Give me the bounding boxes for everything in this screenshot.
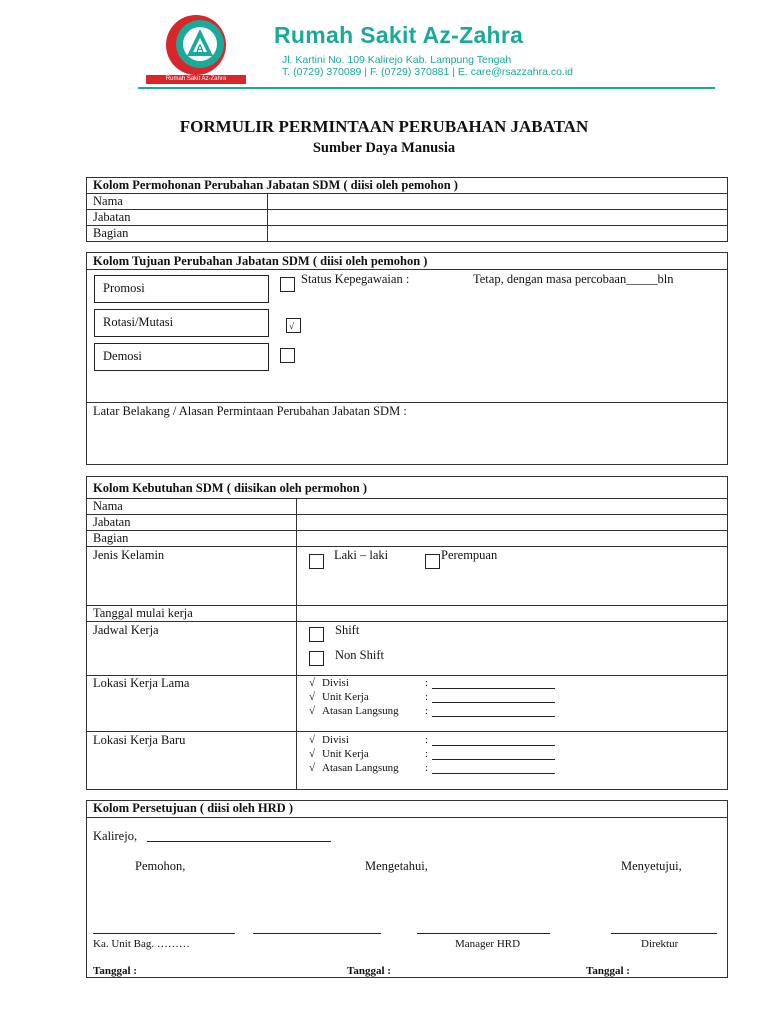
colon: :: [425, 677, 429, 689]
colon: :: [425, 691, 429, 703]
kebutuhan-label-nama: Nama: [93, 499, 123, 513]
new-atasan-label: Atasan Langsung: [322, 762, 399, 774]
section-kebutuhan-heading: Kolom Kebutuhan SDM ( diisikan oleh permohon ): [93, 481, 368, 495]
role-menyetujui: Menyetujui,: [621, 859, 682, 873]
logo-letter: A: [196, 43, 204, 55]
reason-label: Latar Belakang / Alasan Permintaan Perubahan Jabatan SDM :: [93, 404, 407, 418]
input-jabatan[interactable]: [268, 210, 727, 225]
status-kepegawaian-value: Tetap, dengan masa percobaan_____bln: [473, 272, 674, 286]
checkbox-shift[interactable]: [309, 627, 324, 642]
label-bagian: Bagian: [93, 226, 129, 240]
divider: [86, 731, 728, 732]
hospital-address: [282, 54, 573, 78]
check-mark-icon: √: [289, 321, 294, 331]
role-pemohon: Pemohon,: [135, 859, 186, 873]
divider: [86, 817, 728, 818]
signatory-manager-hrd: Manager HRD: [455, 938, 521, 950]
checkbox-demosi[interactable]: [280, 348, 295, 363]
schedule-option-non-shift: Non Shift: [335, 648, 384, 662]
input-bagian[interactable]: [268, 226, 727, 241]
divider: [86, 546, 728, 547]
colon: :: [425, 762, 429, 774]
old-atasan-label: Atasan Langsung: [322, 705, 399, 717]
checkbox-perempuan[interactable]: [425, 554, 440, 569]
new-unit-kerja-input[interactable]: [432, 759, 555, 760]
gender-option-female: Perempuan: [441, 548, 498, 562]
schedule-option-shift: Shift: [335, 623, 360, 637]
logo-caption: Rumah Sakit Az-Zahra: [146, 75, 246, 84]
header-divider: [138, 87, 715, 89]
date-label-2: Tanggal :: [347, 965, 391, 977]
new-unit-kerja-label: Unit Kerja: [322, 748, 369, 760]
colon: :: [425, 734, 429, 746]
divider: [86, 269, 728, 270]
hospital-name: Rumah Sakit Az-Zahra: [274, 22, 524, 48]
kebutuhan-input-nama[interactable]: [297, 499, 727, 514]
divider: [86, 621, 728, 622]
checkbox-non-shift[interactable]: [309, 651, 324, 666]
new-divisi-input[interactable]: [432, 745, 555, 746]
status-kepegawaian-label: Status Kepegawaian :: [301, 272, 410, 286]
check-mark-icon: √: [309, 677, 316, 689]
old-unit-kerja-input[interactable]: [432, 702, 555, 703]
label-nama: Nama: [93, 194, 123, 208]
kebutuhan-input-bagian[interactable]: [297, 531, 727, 546]
section-persetujuan: [86, 800, 728, 978]
old-divisi-input[interactable]: [432, 688, 555, 689]
signature-line-manager-hrd[interactable]: [417, 933, 550, 934]
form-title: FORMULIR PERMINTAAN PERUBAHAN JABATAN: [179, 117, 589, 136]
option-promosi-label: Promosi: [103, 281, 145, 295]
section-persetujuan-heading: Kolom Persetujuan ( diisi oleh HRD ): [93, 801, 293, 815]
start-date-label: Tanggal mulai kerja: [93, 606, 193, 620]
new-location-label: Lokasi Kerja Baru: [93, 733, 186, 747]
check-mark-icon: √: [309, 762, 316, 774]
old-location-label: Lokasi Kerja Lama: [93, 676, 190, 690]
schedule-label: Jadwal Kerja: [93, 623, 159, 637]
old-atasan-input[interactable]: [432, 716, 555, 717]
reason-input[interactable]: [90, 420, 724, 462]
place-date-input[interactable]: [147, 841, 331, 842]
signature-line-direktur[interactable]: [611, 933, 717, 934]
divider: [86, 402, 728, 403]
form-subtitle: Sumber Daya Manusia: [312, 140, 456, 156]
old-unit-kerja-label: Unit Kerja: [322, 691, 369, 703]
colon: :: [425, 705, 429, 717]
check-mark-icon: √: [309, 748, 316, 760]
hospital-logo: [146, 14, 246, 76]
new-divisi-label: Divisi: [322, 734, 349, 746]
label-jabatan: Jabatan: [93, 210, 131, 224]
signature-line-ka-unit[interactable]: [93, 933, 235, 934]
checkbox-promosi[interactable]: [280, 277, 295, 292]
signature-line-pemohon[interactable]: [253, 933, 381, 934]
kebutuhan-label-bagian: Bagian: [93, 531, 129, 545]
signatory-direktur: Direktur: [641, 938, 679, 950]
signatory-ka-unit: Ka. Unit Bag. ………: [93, 938, 190, 950]
old-divisi-label: Divisi: [322, 677, 349, 689]
check-mark-icon: √: [309, 691, 316, 703]
input-nama[interactable]: [268, 194, 727, 209]
check-mark-icon: √: [309, 734, 316, 746]
kebutuhan-label-jabatan: Jabatan: [93, 515, 131, 529]
section-permohonan-heading: Kolom Permohonan Perubahan Jabatan SDM ( diisi oleh pemohon ): [93, 178, 458, 192]
role-mengetahui: Mengetahui,: [365, 859, 428, 873]
option-rotasi-label: Rotasi/Mutasi: [103, 315, 174, 329]
gender-option-male: Laki – laki: [334, 548, 389, 562]
kebutuhan-input-jabatan[interactable]: [297, 515, 727, 530]
option-demosi-label: Demosi: [103, 349, 142, 363]
checkbox-laki-laki[interactable]: [309, 554, 324, 569]
start-date-input[interactable]: [297, 606, 727, 621]
section-tujuan-heading: Kolom Tujuan Perubahan Jabatan SDM ( diisi oleh pemohon ): [93, 254, 428, 268]
check-mark-icon: √: [309, 705, 316, 717]
place-label: Kalirejo,: [93, 829, 138, 843]
address-line-2: T. (0729) 370089 | F. (0729) 370881 | E. care@rsazzahra.co.id: [282, 66, 574, 78]
gender-label: Jenis Kelamin: [93, 548, 165, 562]
date-label-3: Tanggal :: [586, 965, 630, 977]
colon: :: [425, 748, 429, 760]
new-atasan-input[interactable]: [432, 773, 555, 774]
address-line-1: Jl. Kartini No. 109 Kalirejo Kab. Lampung Tengah: [282, 54, 512, 66]
date-label-1: Tanggal :: [93, 965, 137, 977]
